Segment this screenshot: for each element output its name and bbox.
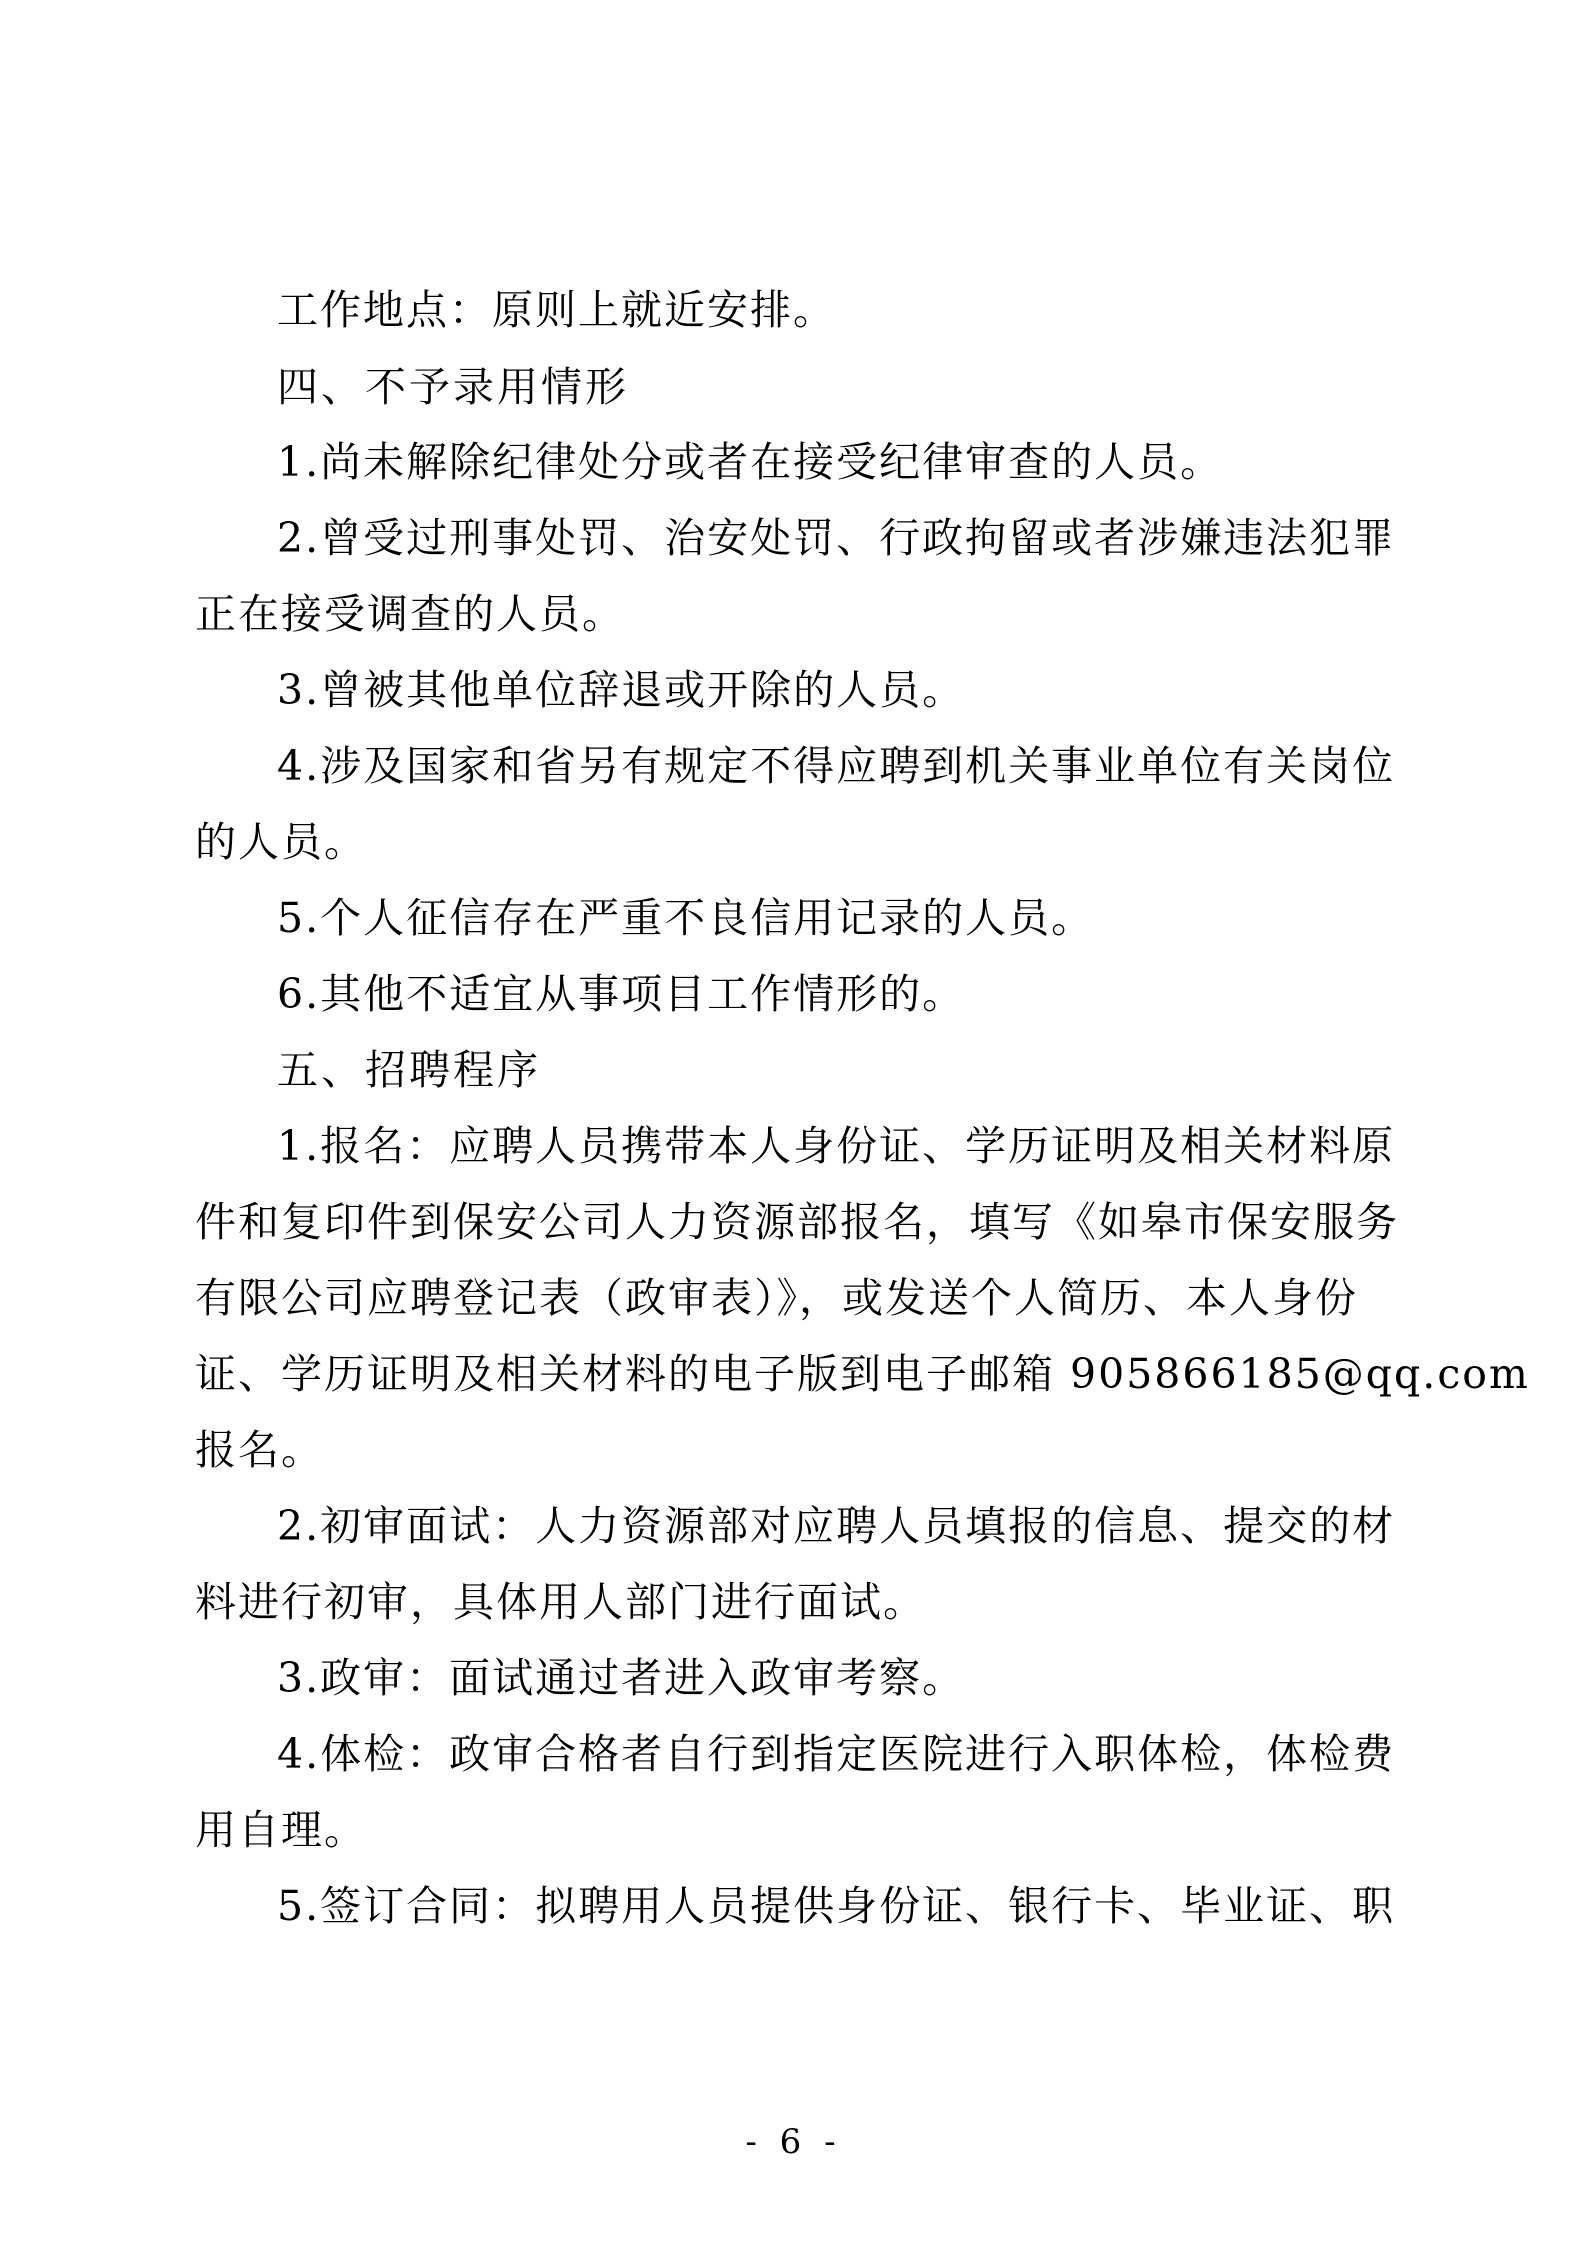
procedure-step-1-line-5: 报名。: [195, 1426, 324, 1474]
procedure-step-1-line-2: 件和复印件到保安公司人力资源部报名，填写《如皋市保安服务: [195, 1198, 1399, 1246]
paragraph-work-location: 工作地点：原则上就近安排。: [277, 286, 836, 334]
list-item-6: 6.其他不适宜从事项目工作情形的。: [277, 970, 966, 1018]
section-heading-procedure: 五、招聘程序: [277, 1046, 541, 1094]
procedure-step-1-line-4: 证、学历证明及相关材料的电子版到电子邮箱 905866185@qq.com: [195, 1350, 1530, 1398]
procedure-step-4: 4.体检：政审合格者自行到指定医院进行入职体检，体检费: [277, 1730, 1396, 1778]
list-item-5: 5.个人征信存在严重不良信用记录的人员。: [277, 894, 1095, 942]
page-number: - 6 -: [745, 2122, 842, 2162]
list-item-2: 2.曾受过刑事处罚、治安处罚、行政拘留或者涉嫌违法犯罪: [277, 514, 1396, 562]
section-heading-disqualification: 四、不予录用情形: [277, 363, 629, 411]
procedure-step-2-continued: 料进行初审，具体用人部门进行面试。: [195, 1578, 926, 1626]
list-item-4: 4.涉及国家和省另有规定不得应聘到机关事业单位有关岗位: [277, 742, 1396, 790]
list-item-1: 1.尚未解除纪律处分或者在接受纪律审查的人员。: [277, 438, 1224, 486]
procedure-step-1-line-3: 有限公司应聘登记表（政审表）》，或发送个人简历、本人身份: [195, 1274, 1358, 1322]
list-item-2-continued: 正在接受调查的人员。: [195, 590, 625, 638]
procedure-step-2: 2.初审面试：人力资源部对应聘人员填报的信息、提交的材: [277, 1502, 1396, 1550]
procedure-step-4-continued: 用自理。: [195, 1806, 367, 1854]
procedure-step-5: 5.签订合同：拟聘用人员提供身份证、银行卡、毕业证、职: [277, 1882, 1396, 1930]
procedure-step-1: 1.报名：应聘人员携带本人身份证、学历证明及相关材料原: [277, 1122, 1396, 1170]
list-item-3: 3.曾被其他单位辞退或开除的人员。: [277, 666, 966, 714]
list-item-4-continued: 的人员。: [195, 818, 367, 866]
procedure-step-3: 3.政审：面试通过者进入政审考察。: [277, 1654, 966, 1702]
